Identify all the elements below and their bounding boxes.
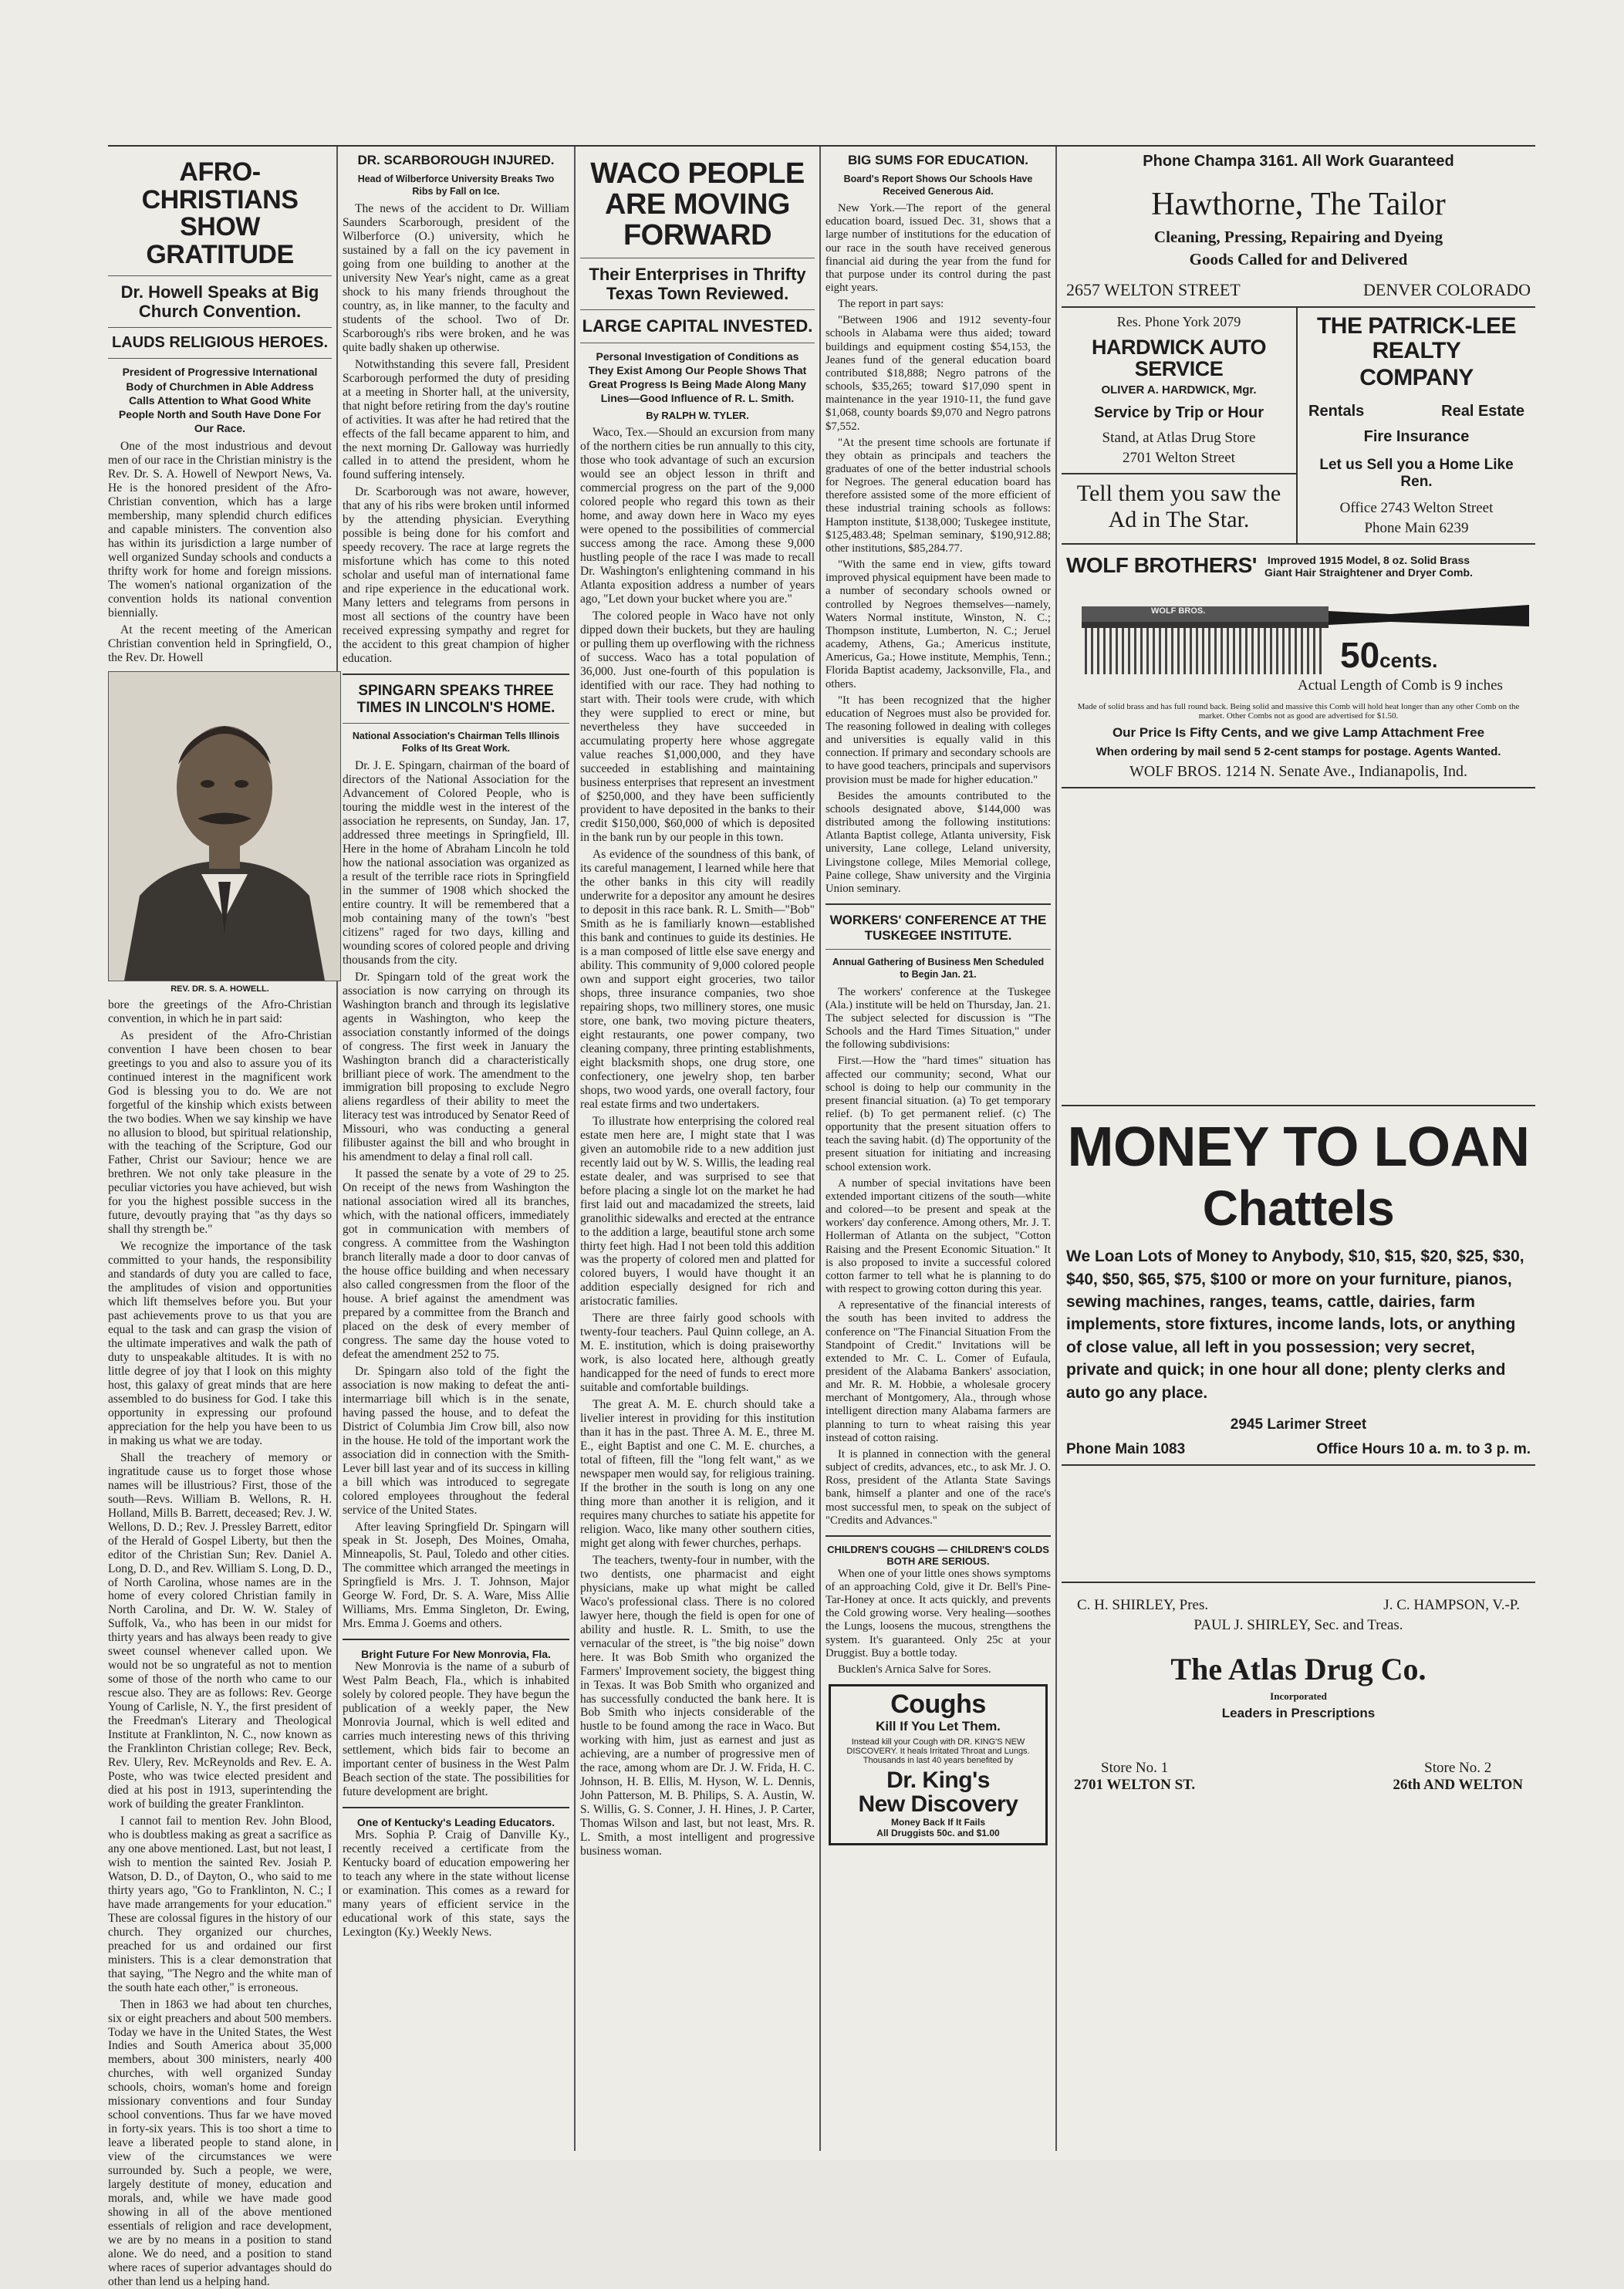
hawthorne-top: Phone Champa 3161. All Work Guaranteed — [1143, 153, 1454, 170]
headline-spingarn: SPINGARN SPEAKS THREE TIMES IN LINCOLN'S HOME. — [356, 683, 555, 716]
comb-teeth — [1085, 628, 1322, 674]
article-body — [580, 426, 815, 1859]
wolf-tagline2: Giant Hair Straightener and Dryer Comb. — [1264, 565, 1473, 579]
paragraph: Notwithstanding this severe fall, President Scarborough performed the duty of presiding at a meeting in Shorter hall, at the university, that night before retiring from the day's routine of activities. It was after he had retired that the effects of the fall became apparent to him, and the next morning Dr. Galloway was hurriedly called in to attend the president, whom he found suffering intensely. — [343, 357, 569, 482]
wolf-fine-print: Made of solid brass and has full round back. Being solid and massive this Comb will hold heat longer than any other Comb on the market. Other Combs not as good are advertised for $1.50. — [1077, 701, 1520, 721]
deck-waco: Personal Investigation of Conditions as They Exist Among Our People Shows That Great Progress Is Being Made Along Many Lines—Good Influence of R. L. Smith. — [588, 349, 807, 405]
divider — [826, 903, 1051, 905]
ad-body: Instead kill your Cough with DR. KING'S NEW DISCOVERY. It heals Irritated Throat and Lungs. Thousands in last 40 years benefited by — [846, 1737, 1030, 1765]
paragraph: New Monrovia is the name of a suburb of West Palm Beach, Fla., which is inhabited solely by colored people. They have begun the publication of a weekly paper, the New Monrovia Journal, which is well edited and carries much interesting news of this thriving settlement, which bids fair to become an important center of business in the West Palm Beach section of the state. The possibilities for future development are bright. — [343, 1660, 569, 1799]
atlas-vp: J. C. HAMPSON, V.-P. — [1383, 1597, 1520, 1614]
paragraph: It passed the senate by a vote of 29 to 25. On receipt of the news from Washington the national association wired all its branches, which, with the national officers, immediately got in communication with members of congress. A committee from the Washington branch literally made a door to door canvas of the house office building and when necessary also called congressmen from the floor of the house. A brief against the amendment was prepared by a committee from the Branch and placed on the desk of every member of congress. The same day the house voted to defeat the amendment 252 to 75. — [343, 1167, 569, 1361]
wolf-tagline1: Improved 1915 Model, 8 oz. Solid Brass — [1267, 553, 1470, 566]
money-headline: MONEY TO LOAN — [1067, 1116, 1530, 1178]
store1-label: Store No. 1 — [1101, 1760, 1169, 1777]
comb-label: WOLF BROS. — [1151, 606, 1206, 616]
hawthorne-name: Hawthorne, The Tailor — [1151, 187, 1446, 222]
paragraph: "At the present time schools are fortunate if they obtain as principals and teachers the graduates of one of the better industrial schools for Negroes. The general education board has therefore assisted some of the more efficient of these industrial training schools as follows: Hampton institute, $138,000; Tuskegee institute, $125,483.48; Spelman seminary, $190,912.88; other institutions, $85,284.77. — [826, 436, 1051, 555]
page-sheet — [108, 145, 1535, 2288]
paragraph: "Between 1906 and 1912 seventy-four schools in Alabama were thus aided; toward buildings and equipment costing $54,153, the Jeanes fund of the general education board contributed $18,888; Negro patrons of the schools, $35,265; toward $17,090 spent in maintenance in the year 1910-11, the fund gave $1,068, county boards $9,070 and Negro patrons $7,552. — [826, 314, 1051, 433]
headline-afro-christians: AFRO-CHRISTIANS SHOW GRATITUDE — [141, 157, 299, 270]
subhead-howell: Dr. Howell Speaks at Big Church Convention. — [120, 282, 319, 322]
article-body — [826, 202, 1051, 896]
paragraph: Mrs. Sophia P. Craig of Danville Ky., recently received a certificate from the Kentucky board of education empowering her to teach any where in the state without license or examination. This comes as a reward for many years of efficient service in the educational work of this state, says the Lexington (Ky.) Weekly News. — [343, 1828, 569, 1939]
wolf-price-block — [1340, 634, 1437, 676]
paragraph: Besides the amounts contributed to the schools designated above, $144,000 was distributed among the following institutions: Atlanta Baptist college, Atlanta university, Fisk university, Lane college, Leland university, Livingstone college, Miles Memorial college, Paine college, Shaw university and the Virginia Union seminary. — [826, 789, 1051, 895]
paragraph: After leaving Springfield Dr. Spingarn will speak in St. Joseph, Des Moines, Omaha, Minneapolis, St. Paul, Toledo and other cities. The committee which arranged the meetings in Springfield is Mrs. J. T. Johnson, Major George W. Ford, Dr. S. A. Ware, Miss Allie Williams, Mrs. Emma Singleton, Dr. Ewing, Mrs. Emma J. Goems and others. — [343, 1520, 569, 1631]
atlas-name: The Atlas Drug Co. — [1170, 1652, 1426, 1687]
deck-spingarn: National Association's Chairman Tells Illinois Folks of Its Great Work. — [352, 730, 560, 754]
column-rule — [336, 145, 338, 2151]
ad-footer1: Money Back If It Fails — [890, 1816, 986, 1828]
subhead-enterprises: Their Enterprises in Thrifty Texas Town Reviewed. — [589, 264, 806, 303]
patrick-lee-phone: Phone Main 6239 — [1364, 519, 1469, 536]
paragraph: First.—How the "hard times" situation has affected our community; second, What our school is doing to help our community in the present financial situation. (a) To get temporary relief. (b) To get permanent relief. (c) The opportunity that the present situation offers to teach the saving habit. (d) The opportunity of the present situation for initiating and increasing school extension work. — [826, 1055, 1051, 1173]
column-2 — [343, 145, 569, 2151]
money-address: 2945 Larimer Street — [1230, 1416, 1367, 1433]
paragraph: As president of the Afro-Christian convention I have been chosen to bear greetings to you and also to assure you of its continued interest in the magnificent work God is blessing you to do. We are not forgetful of the kinship which exists between the two bodies. When we say kinship we have no allusion to blood, but spiritual relationship, with the teaching of the Scripture, God our Father, Christ our Saviour; hence we are brethren. We not only take pleasure in the peculiar victories you have achieved, but wish for you the highest possible success in the future, devoutly praying that "as thy days so shall thy strength be." — [108, 1028, 332, 1237]
ad-headline: Coughs — [890, 1689, 986, 1719]
deck-education: Board's Report Shows Our Schools Have Received Generous Aid. — [843, 173, 1033, 197]
hardwick-stand: Stand, at Atlas Drug Store — [1102, 429, 1256, 446]
ad-subhead: Kill If You Let Them. — [876, 1718, 1001, 1734]
patrick-lee-name2: COMPANY — [1359, 365, 1474, 390]
article-body — [826, 986, 1051, 1528]
wolf-address: WOLF BROS. 1214 N. Senate Ave., Indianapolis, Ind. — [1129, 762, 1467, 780]
photo-caption: REV. DR. S. A. HOWELL. — [171, 984, 269, 994]
headline-waco: WACO PEOPLE ARE MOVING FORWARD — [590, 157, 805, 252]
column-4 — [826, 145, 1051, 2151]
store2-address: 26th AND WELTON — [1393, 1777, 1523, 1794]
column-1 — [108, 145, 332, 2288]
patrick-lee-rentals: Rentals — [1308, 402, 1365, 420]
atlas-stores-row — [1066, 1760, 1531, 1794]
patrick-lee-name1: THE PATRICK-LEE REALTY — [1316, 313, 1517, 363]
store2-label: Store No. 2 — [1424, 1760, 1492, 1777]
article-body — [343, 1828, 569, 1940]
money-to-loan-ad — [1062, 1105, 1535, 1467]
hardwick-name: HARDWICK AUTO SERVICE — [1092, 336, 1266, 381]
patrick-lee-sell2: Ren. — [1400, 473, 1433, 490]
patrick-lee-services — [1302, 403, 1531, 420]
wolf-price: 50 — [1340, 634, 1380, 675]
ads-left-stack — [1062, 308, 1298, 543]
dr-king-ad — [829, 1684, 1048, 1845]
paragraph: New York.—The report of the general education board, issued Dec. 31, shows that a large number of institutions for the education of our race in the south have received generous financial aid during the year from the fund for that purpose under its control during the past eight years. — [826, 202, 1051, 294]
column-rule — [819, 145, 821, 2151]
hardwick-ad — [1062, 308, 1296, 474]
ad-brand-line1: Dr. King's — [886, 1767, 990, 1793]
paragraph: There are three fairly good schools with twenty-four teachers. Paul Quinn college, an A. M. E. institution, which is doing praiseworthy work, is also located here, although greatly handicapped for the need of funds to erect more suitable and comfortable buildings. — [580, 1312, 815, 1395]
article-body-continued — [108, 998, 332, 2289]
paragraph: bore the greetings of the Afro-Christian convention, in which he in part said: — [108, 998, 332, 1025]
paragraph: Shall the treachery of memory or ingratitude cause us to forget those whose names will be illustrious? First, those of the south—Revs. William B. Wellons, R. H. Holland, Mills B. Barrett, deceased; Rev. J. W. Wellons, D. D.; Rev. J. Pressley Barrett, editor of the Herald of Gospel Liberty, but then the editor of the Christian Sun; Rev. Daniel A. Long, D. D., and Rev. William S. Long, D. D., of North Carolina, whose names are in the home of every colored Christian family in North Carolina, and Dr. W. W. Staley of Suffolk, Va., who has been in our midst for thirty years and has always been ready to give sweet counsel whenever called upon. We would not be so ungrateful as not to mention some of those of the north who came to our rescue also. They are as follows: Rev. George Young of Carlisle, N. Y., the first president of the Freedman's Literary and Theological Institute at Franklinton, N. C., now known as the Franklinton Christian college; Rev. Beck, Rev. Ulery, Rev. McReynolds and Rev. E. A. Poste, who was twice elected president and died at his post in 1913, superintending the work of building the greater Franklinton. — [108, 1450, 332, 1811]
atlas-store2 — [1393, 1760, 1523, 1794]
paragraph: The teachers, twenty-four in number, with the two dentists, one pharmacist and eight physicians, make up what might be called Waco's professional class. There is no colored lawyer here, though the field is open for one of ability and hustle. R. L. Smith, to use the vernacular of the street, is "the big noise" down here. It was Bob Smith who organized the Farmers' Improvement society, the biggest thing in Texas. It was Bob Smith who organized and has successfully conducted the bank here. It is Bob Smith who injects considerable of the hustle to be found among the race in Waco. But working with him, just as earnest and just as achieving, are a number of progressive men of the race, among whom are Dr. J. W. Frida, H. C. Johnson, H. B. Ellis, M. Hyson, W. L. Dennis, John Patterson, M. B. Philips, S. A. Austin, W. S. Willis, G. S. Conner, J. H. Hines, J. P. Carter, Thomas Wilson and last, but not least, Mrs. R. L. Smith, a most intelligent and progressive business woman. — [580, 1553, 815, 1859]
blank-space — [1062, 1466, 1535, 1582]
blank-space — [1062, 788, 1535, 1105]
headline-tuskegee: WORKERS' CONFERENCE AT THE TUSKEGEE INSTITUTE. — [829, 913, 1047, 943]
paragraph: As evidence of the soundness of this bank, of its careful management, I learned while here that the other banks in this city will readily underwrite for a depositor any amount he desires to deposit in this race bank. R. L. Smith—"Bob" Smith as he is familiarly known—established this bank and continues to guide its destinies. He is a man composed of little else save energy and ability. This community of 9,000 colored people own and support eight groceries, two tailor shops, three insurance companies, two shoe repairing shops, two millinery stores, one music store, one bank, two moving picture theaters, eight restaurants, one power company, two cleaning company, three printing establishments, eight blacksmith shops, one drug store, one confectionery, one jewelry shop, ten barber shops, two wood yards, one overall factory, four real estate firms and two undertakers. — [580, 848, 815, 1111]
paragraph: Waco, Tex.—Should an excursion from many of the northern cities be run annually to this city, those who took advantage of such an excursion would see an object lesson in thrift and commercial progress on the part of the 9,000 colored people who regard this town as their home, and away down here in Waco my eyes were opened to the possibilities of commercial success among the race. Among these 9,000 hustling people of the race I was made to recall Dr. Washington's enlightening command in his Atlanta exposition address a number of years ago, "Let down your bucket where you are." — [580, 426, 815, 606]
paragraph: I cannot fail to mention Rev. John Blood, who is doubtless making as great a sacrifice as any one above mentioned. Last, but not least, I wish to mention the sainted Rev. Josiah P. Watson, D. D., of Dayton, O., who said to me thirty years ago, "Go to Franklinton, N. C.; I have made arrangements for your education." These are colossal figures in the history of our church. They organized our churches, preached for us and ordained our first ministers. This is a clear demonstration that that saying, "The Negro and the white man of the south hate each other," is erroneous. — [108, 1814, 332, 1994]
patrick-lee-real-estate: Real Estate — [1441, 402, 1524, 420]
atlas-inc: Incorporated — [1270, 1690, 1327, 1703]
hawthorne-line2: Goods Called for and Delivered — [1189, 250, 1408, 268]
paragraph: It is planned in connection with the general subject of credits, advances, etc., to ask Mr. J. O. Ross, president of the Atlanta State Savings bank, himself a planter and one of the race's most successful men, to speak on the subject of "Credits and Advances." — [826, 1447, 1051, 1527]
divider — [343, 1639, 569, 1640]
portrait-image — [109, 672, 340, 981]
paragraph: The great A. M. E. church should take a livelier interest in providing for this institution than it has in the past. Three A. M. E., three M. E., eight Baptist and one C. M. E. churches, a total of fifteen, fill the "long felt want," as we newspaper men would say, for religious training. If the brother in the south is long on any one thing more than another it is religion, and it requires many churches to satiate his appetite for religion. Waco, like many other southern cities, might get along with fewer churches, perhaps. — [580, 1398, 815, 1550]
paragraph: Dr. J. E. Spingarn, chairman of the board of directors of the National Association for the Advancement of Colored People, who is touring the middle west in the interest of the association he represents, on Sunday, Jan. 17, addressed three meetings in Springfield, Ill. Here in the home of Abraham Lincoln he told how the national association was organized as a result of the terrible race riots in Springfield in the summer of 1908 which shocked the entire country. It will be remembered that a mob containing many of the town's "best citizens" raged for two days, killing and wounding scores of colored people and driving thousands from the city. — [343, 759, 569, 967]
money-contact-row — [1066, 1441, 1531, 1458]
paragraph: Dr. Spingarn also told of the fight the association is now making to defeat the anti-intermarriage bill which is in the senate, having passed the house, and to defeat the District of Columbia Jim Crow bill, also now in the house. He told of the important work the association did in connection with the Smith-Lever bill last year and of its success in killing a bill which was introduced to segregate colored employees throughout the federal service of the United States. — [343, 1364, 569, 1517]
headline-monrovia: Bright Future For New Monrovia, Fla. — [361, 1648, 551, 1661]
atlas-pres: C. H. SHIRLEY, Pres. — [1077, 1597, 1209, 1614]
patrick-lee-sell1: Let us Sell you a Home Like — [1319, 456, 1514, 473]
divider — [343, 1807, 569, 1808]
divider — [108, 327, 332, 328]
hawthorne-ad — [1062, 145, 1535, 308]
ad-brand-line2: New Discovery — [858, 1791, 1018, 1818]
money-hours: Office Hours 10 a. m. to 3 p. m. — [1316, 1441, 1531, 1458]
paragraph: A representative of the financial interests of the south has been invited to address the conference on "The Financial Situation From the Standpoint of Credit." Invitations will be extended to Mr. C. L. Comer of Eufaula, president of the Alabama Bankers' association, and Mr. R. M. Hobbie, a wholesale grocery merchant of Montgomery, Ala., through whose intelligent direction many Alabama farmers are planning to turn to wheat raising this year instead of cotton raising. — [826, 1299, 1051, 1444]
column-3 — [580, 145, 815, 2151]
deck-scarborough: Head of Wilberforce University Breaks Two Ribs by Fall on Ice. — [357, 173, 555, 197]
hardwick-service: Service by Trip or Hour — [1093, 403, 1264, 421]
wolf-tagline — [1264, 554, 1473, 579]
headline-coughs: CHILDREN'S COUGHS — CHILDREN'S COLDS BOTH ARE SERIOUS. — [827, 1543, 1049, 1567]
tell-them-line1: Tell them you saw the — [1076, 480, 1281, 506]
wolf-cents: cents. — [1379, 648, 1438, 672]
hawthorne-city: DENVER COLORADO — [1363, 280, 1531, 299]
divider — [108, 275, 332, 276]
divider — [343, 723, 569, 724]
atlas-drug-ad — [1062, 1582, 1535, 1800]
divider — [580, 309, 815, 310]
paragraph: "With the same end in view, gifts toward improved physical equipment have been made to a number of secondary schools owned or controlled by Negroes themselves—namely, Waters Normal institute, Winston, N. C.; Thompson institute, Lumberton, N. C.; Jeruel academy, Athens, Ga.; Americus institute, Americus, Ga.; Howe institute, Memphis, Tenn.; Florida Baptist academy, Jacksonville, Fla., and others. — [826, 559, 1051, 690]
headline-kentucky: One of Kentucky's Leading Educators. — [356, 1816, 555, 1829]
patrick-lee-ad — [1298, 308, 1535, 543]
column-rule — [1055, 145, 1057, 2151]
ad-footer2: All Druggists 50c. and $1.00 — [876, 1827, 1000, 1838]
wolf-name: WOLF BROTHERS' — [1066, 552, 1257, 577]
divider — [826, 1535, 1051, 1537]
paragraph: The workers' conference at the Tuskegee (Ala.) institute will be held on Thursday, Jan. 21. The subject selected for discussion is "The Schools and the Hard Times Situation," under the following subdivisions: — [826, 985, 1051, 1052]
money-phone: Phone Main 1083 — [1066, 1441, 1186, 1458]
paragraph: The colored people in Waco have not only dipped down their buckets, but they are hauling or pulling them up overflowing with the richness of success. Waco has a total population of 36,000. Just one-fourth of this population is identified with our race. They had nothing to start with. Their tools were crude, with which they were supplied to erect or mine, but nevertheless they have succeeded in accumulating property here whose aggregate value reaches $1,000,000, and they have succeeded in establishing and maintaining business enterprises that represent an investment of $250,000, and they have been sufficiently provident to have deposited in the banks to their credit $150,000, $60,000 of which is deposited in the bank run by our people in this town. — [580, 609, 815, 845]
column-rule — [574, 145, 576, 2151]
hawthorne-line1: Cleaning, Pressing, Repairing and Dyeing — [1153, 228, 1443, 246]
headline-education: BIG SUMS FOR EDUCATION. — [848, 153, 1028, 167]
paragraph: The news of the accident to Dr. William Saunders Scarborough, president of the Wilberforce (O.) university, which he sustained by a fall on the icy pavement in going from one building to another at the university New Year's night, came as a great shock to his many friends throughout the country, as, in like manner, to the faculty and students of the school. Two of Dr. Scarborough's ribs were broken, and he was quite badly shaken up otherwise. — [343, 202, 569, 354]
paragraph: We recognize the importance of the task committed to your hands, the responsibility and standards of duty you are called to face, the amplitudes of vision and opportunities which lift themselves before you. But your past achievements prove to us that you are equal to the task and can grasp the vision of the ultimate imperatives and walk the path of duty to unspeakable altitudes. It is with no little degree of joy that I look on this mighty host, this galaxy of great minds that are here assembled to do business for God. I take this opportunity in expressing our profound appreciation for the help you have been to us in making us what we are today. — [108, 1240, 332, 1447]
patrick-lee-office: Office 2743 Welton Street — [1339, 499, 1494, 516]
hawthorne-address-row — [1066, 280, 1531, 300]
paragraph: Dr. Spingarn told of the great work the association is now carrying on through its Washington branch and through its legislative agents in Washington, who keep the association constantly informed of the doings of congress. The first week in January the Washington branch did a characteristically brilliant piece of work. The amendment to the immigration bill proposing to exclude Negro aliens regardless of their ability to meet the literacy test was introduced by Senator Reed of Missouri, who was conducting a general filibuster against the bill and who brought in his amendment to delay a final roll call. — [343, 970, 569, 1164]
divider — [108, 358, 332, 359]
paragraph: The report in part says: — [838, 298, 944, 311]
tell-them-line2: Ad in The Star. — [1108, 506, 1250, 532]
deck-tuskegee: Annual Gathering of Business Men Scheduled to Begin Jan. 21. — [832, 957, 1045, 981]
atlas-sec: PAUL J. SHIRLEY, Sec. and Treas. — [1194, 1617, 1403, 1634]
money-body: We Loan Lots of Money to Anybody, $10, $15, $20, $25, $30, $40, $50, $65, $75, $100 or more on your furniture, pianos, sewing machines, ranges, teams, cattle, dairies, farm implements, store fixtures, income lands, lots, or anything of close value, all left in you possession; very secret, private and quick; in one hour all done; plenty clerks and auto go any place. — [1066, 1247, 1524, 1402]
money-sub: Chattels — [1202, 1180, 1395, 1237]
deck-howell: President of Progressive International Body of Churchmen in Able Address Calls Attention to What Good White People North and South Have Done For Our Race. — [118, 366, 322, 435]
divider — [826, 949, 1051, 950]
column-5-ads — [1062, 145, 1535, 2151]
hardwick-phone: Res. Phone York 2079 — [1116, 314, 1241, 329]
paragraph: To illustrate how enterprising the colored real estate men here are, I might state that I was given an automobile ride to a new addition just recently laid out by W. S. Willis, the leading real estate dealer, and was surprised to see that before placing a single lot on the market he had first laid out and macadamized the streets, laid granolithic sidewalks and erected at the entrance to the addition a large, beautiful stone arch some thirty feet high. Had I not been told this addition was the property of colored men and platted for colored buyers, I would have thought it an addition especially designed for rich and aristocratic families. — [580, 1114, 815, 1308]
headline-scarborough: DR. SCARBOROUGH INJURED. — [357, 153, 555, 167]
wolf-header — [1066, 554, 1531, 579]
article-body — [343, 759, 569, 1631]
wolf-length: Actual Length of Comb is 9 inches — [1298, 677, 1503, 694]
paragraph: When one of your little ones shows symptoms of an approaching Cold, give it Dr. Bell's Pine-Tar-Honey at once. It acts quickly, and prevents the Cold growing worse. Very healing—soothes the Lungs, loosens the mucous, strengthens the system. It's guaranteed. Only 25c at your Druggist. Buy a bottle today. — [826, 1567, 1051, 1659]
hardwick-manager: OLIVER A. HARDWICK, Mgr. — [1101, 383, 1257, 397]
byline: By RALPH W. TYLER. — [646, 410, 749, 422]
paragraph: A number of special invitations have been extended important citizens of the south—white and colored—to be present and speak at the workers' day conference. Among others, Mr. J. T. Hollerman of Atlanta on the subject, "Cotton Raising and the Present Economic Situation." It is also proposed to invite a successful colored cotton farmer to tell what he is planning to do with respect to growing cotton during this year. — [826, 1177, 1051, 1296]
hawthorne-address: 2657 WELTON STREET — [1066, 280, 1241, 299]
atlas-store1 — [1074, 1760, 1195, 1794]
tell-them-ad — [1062, 474, 1296, 539]
wolf-comb-area — [1066, 583, 1531, 699]
atlas-tag: Leaders in Prescriptions — [1221, 1706, 1376, 1721]
article-body — [108, 440, 332, 665]
divider — [343, 674, 569, 675]
hardwick-address: 2701 Welton Street — [1123, 449, 1235, 466]
article-body — [343, 1660, 569, 1799]
ads-row — [1062, 308, 1535, 545]
wolf-offer: Our Price Is Fifty Cents, and we give Lamp Attachment Free — [1112, 724, 1485, 740]
paragraph: One of the most industrious and devout men of our race in the Christian ministry is the Rev. Dr. S. A. Howell of Newport News, Va. He is the honored president of the Afro-Christian convention, which has a large membership, many splendid church edifices and capable ministers. The convention also has within its jurisdiction a large number of well organized Sunday schools and conducts a thrifty work for home and foreign missions. The women's national organization of the convention holds its national convention biennially. — [108, 440, 332, 620]
paragraph: At the recent meeting of the American Christian convention held in Springfield, O., the Rev. Dr. Howell — [108, 623, 332, 664]
atlas-officers-row — [1066, 1597, 1531, 1614]
store1-address: 2701 WELTON ST. — [1074, 1777, 1196, 1794]
paragraph: Bucklen's Arnica Salve for Sores. — [838, 1663, 991, 1676]
portrait-howell — [108, 671, 341, 981]
subhead-capital: LARGE CAPITAL INVESTED. — [582, 316, 813, 336]
article-body — [826, 1568, 1051, 1676]
wolf-brothers-ad — [1062, 545, 1535, 788]
paragraph: Dr. Scarborough was not aware, however, that any of his ribs were broken until informed by the attending physician. Everything possible is being done for his comfort and speedy recovery. The race at large regrets the misfortune which has come to this noted scholar and useful man of international fame and ripe experience in the educational work. Many letters and telegrams from persons in most all sections of the country have been received expressing sympathy and regret for the accident to this great champion of higher education. — [343, 485, 569, 666]
article-body — [343, 202, 569, 666]
paragraph: Then in 1863 we had about ten churches, six or eight preachers and about 500 members. Today we have in the United States, the West Indies and South America about 35,000 members, about 300 ministers, nearly 400 churches, with well organized Sunday schools, choirs, woman's home and foreign missionary conventions and four Sunday school conventions. Thus far we have moved in forty-six years. This is too short a time to leave a liberated people to stand alone, in view of the circumstances we were surrounded by. Such a people, we were, largely destitute of money, education and morals, and, while we have made good showing in all of the above mentioned essentials of religion and race development, we are by no means in a position to stand alone. We do need, and a position to stand where races of superior advantages should do other than lend us a helping hand. — [108, 1997, 332, 2288]
patrick-lee-insurance: Fire Insurance — [1363, 427, 1470, 445]
wolf-order: When ordering by mail send 5 2-cent stamps for postage. Agents Wanted. — [1096, 744, 1501, 758]
paragraph: "It has been recognized that the higher education of Negroes must also be provided for. The reasoning followed in dealing with colleges and universities is equally valid in this connection. If primary and secondary schools are to have good teachers, principals and supervisors provision must be made for higher education." — [826, 694, 1051, 786]
subhead-lauds: LAUDS RELIGIOUS HEROES. — [111, 334, 329, 352]
